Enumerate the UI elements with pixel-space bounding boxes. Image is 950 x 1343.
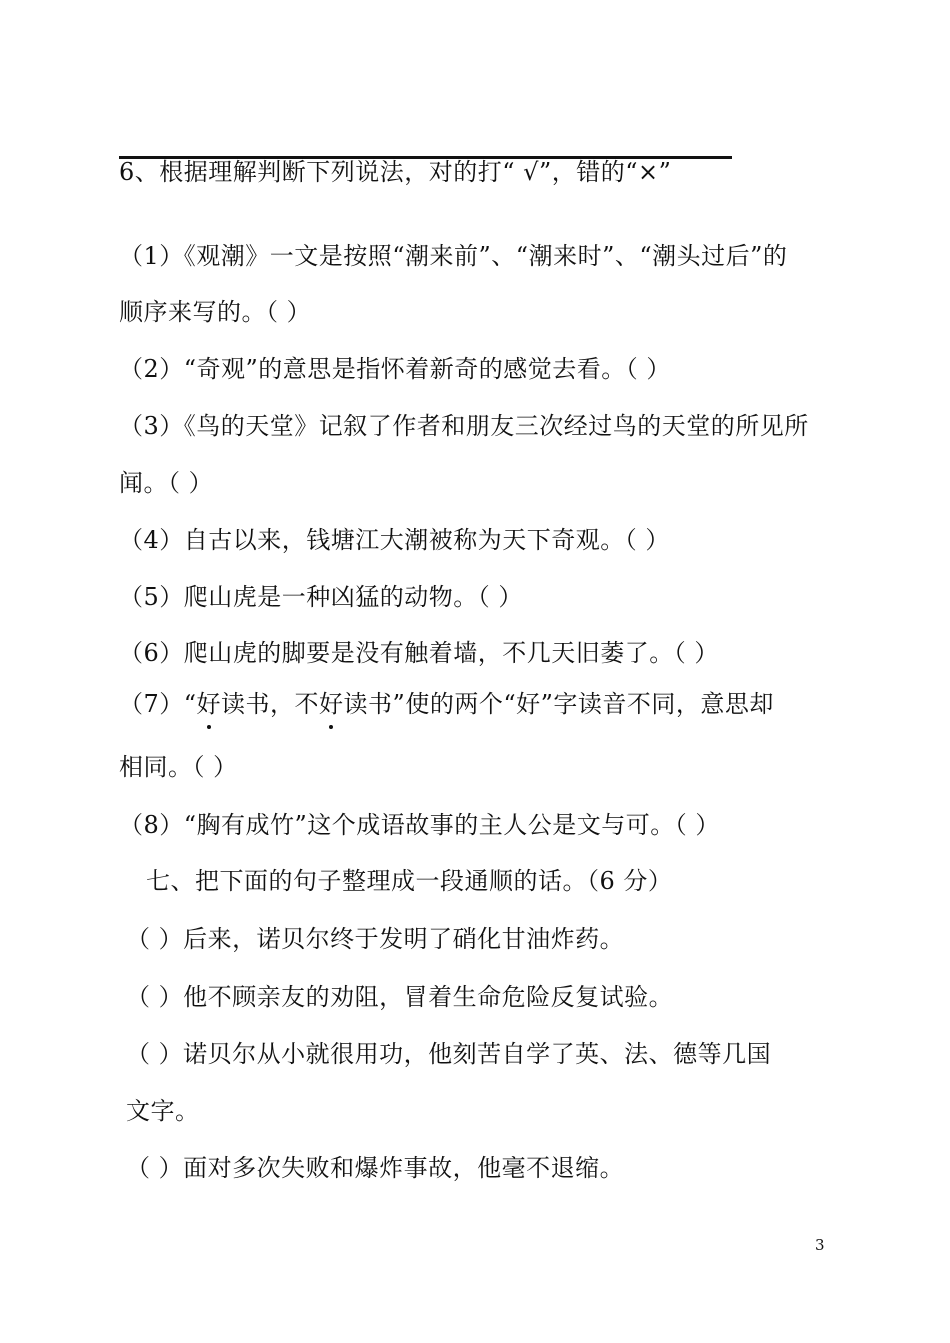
q6-item-3-line1: （3）《鸟的天堂》记叙了作者和朋友三次经过鸟的天堂的所见所 [119, 412, 809, 440]
q6-item-7-part1: （7）“ [119, 690, 197, 718]
q6-item-1-line1: （1）《观潮》一文是按照“潮来前”、“潮来时”、“潮头过后”的 [119, 242, 788, 270]
emphasis-dot-char-1: 好 [196, 690, 222, 718]
page-number: 3 [815, 1236, 825, 1254]
q6-item-5: （5）爬山虎是一种凶猛的动物。（ ） [119, 583, 523, 611]
q7-sentence-3-line1: （ ）诺贝尔从小就很用功，他刻苦自学了英、法、德等几国 [126, 1040, 772, 1068]
emphasis-dot-char-2: 好 [319, 690, 344, 718]
q7-sentence-4: （ ）面对多次失败和爆炸事故，他毫不退缩。 [126, 1154, 625, 1182]
q6-item-7-part3: 读书”使的两个“好”字读音不同，意思却 [343, 690, 774, 718]
question-7-title: 七、把下面的句子整理成一段通顺的话。（6 分） [146, 867, 673, 895]
q6-item-2: （2）“奇观”的意思是指怀着新奇的感觉去看。（ ） [119, 355, 671, 383]
q6-item-7-part2: 读书，不 [221, 690, 320, 718]
question-6-title: 6、根据理解判断下列说法，对的打“ √”，错的“×” [119, 158, 672, 186]
q6-item-3-line2: 闻。（ ） [119, 469, 214, 497]
q7-sentence-1: （ ）后来，诺贝尔终于发明了硝化甘油炸药。 [126, 925, 625, 953]
q6-item-6: （6）爬山虎的脚要是没有触着墙，不几天旧萎了。（ ） [119, 639, 719, 667]
q7-sentence-3-line2: 文字。 [126, 1097, 200, 1125]
q6-item-7-line2: 相同。（ ） [119, 753, 238, 781]
q6-item-1-line2: 顺序来写的。（ ） [119, 298, 312, 326]
q6-item-8: （8）“胸有成竹”这个成语故事的主人公是文与可。（ ） [119, 811, 720, 839]
q6-item-7-line1 [119, 689, 774, 719]
q7-sentence-2: （ ）他不顾亲友的劝阻，冒着生命危险反复试验。 [126, 983, 674, 1011]
q6-item-4: （4）自古以来，钱塘江大潮被称为天下奇观。（ ） [119, 526, 670, 554]
